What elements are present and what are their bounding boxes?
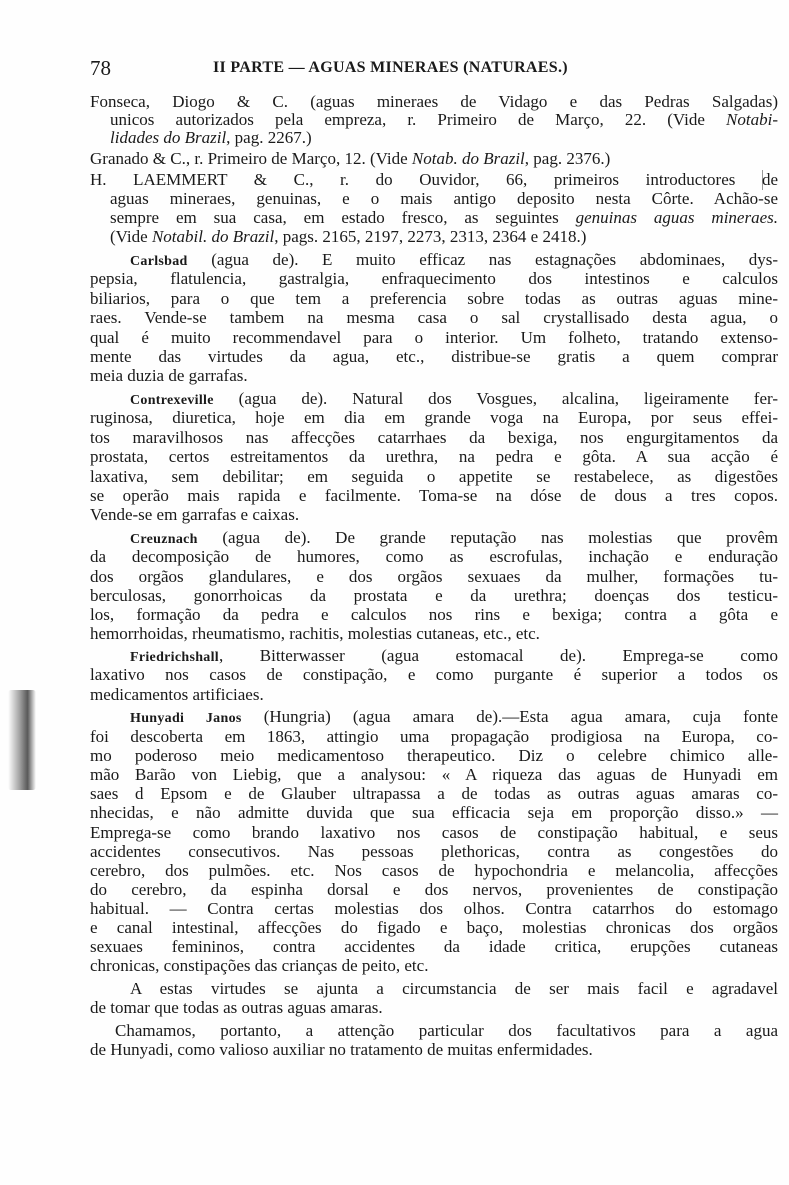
text-run: hemorrhoidas, rheumatismo, rachitis, molestias cutaneas, etc., etc. [90,624,540,643]
page-number: 78 [90,56,111,80]
text-line [90,665,778,684]
text-run: berculosas, gonorrhoicas da prostata e da urethra; doenças dos testicu- [90,586,778,605]
text-run: de tomar que todas as outras aguas amaras. [90,998,383,1017]
text-line [130,646,778,665]
text-run: tos maravilhosos nas affecções catarrhaes da bexiga, nos engurgitamentos da [90,428,778,447]
text-run: aguas mineraes, genuinas, e o mais antigo deposito nesta Côrte. Achão-se [110,189,778,208]
text-line [90,170,778,189]
text-line [90,685,778,704]
text-line [90,467,778,486]
text-line [90,918,778,937]
text-line [90,289,778,308]
text-run: prostata, certos estreitamentos da urethra, na pedra e gôta. A sua acção é [90,447,778,466]
text-line [90,366,778,385]
text-line [90,328,778,347]
text-run: meia duzia de garrafas. [90,366,248,385]
text-run: , pags. 2165, 2197, 2273, 2313, 2364 e 2418.) [274,227,587,246]
text-run: H. LAEMMERT & C., r. do Ouvidor, 66, primeiros introductores de [90,170,778,189]
italic-reference: Notabi- [726,110,778,129]
text-run: Emprega-se como brando laxativo nos casos de constipação habitual, e seus [90,823,778,842]
italic-reference: lidades do Brazil [110,128,227,147]
text-run: ruginosa, diuretica, hoje em dia em grande voga na Europa, por seus effei- [90,408,778,427]
text-line [90,567,778,586]
text-run: saes d Epsom e de Glauber ultrapassa a de todas as outras aguas amaras co- [90,784,778,803]
text-run: se operão mais rapida e facilmente. Toma-se na dóse de dous a tres copos. [90,486,778,505]
text-run: foi descoberta em 1863, attingio uma propagação prodigiosa na Europa, co- [90,727,778,746]
text-line [115,1021,778,1040]
text-run: unicos autorizados pela empreza, r. Primeiro de Março, 22. (Vide [110,110,727,129]
text-run: los, formação da pedra e calculos nos rins e bexiga; contra a gôta e [90,605,778,624]
text-run: chronicas, constipações das crianças de peito, etc. [90,956,429,975]
text-line [90,408,778,427]
text-line [90,486,778,505]
text-line [90,347,778,366]
text-run: e canal intestinal, affecções do figado e baço, molestias chronicas dos orgãos [90,918,778,937]
text-run: laxativa, sem debilitar; em seguida o appetite se restabelece, as digestões [90,467,778,486]
entry-name: Friedrichshall [130,650,219,665]
text-run: mente das virtudes da agua, etc., distribue-se gratis a quem comprar [90,347,778,366]
text-line [110,189,778,208]
text-run: mo poderoso meio medicamentoso therapeutico. Diz o celebre chimico alle- [90,746,778,765]
text-run: accidentes consecutivos. Nas pessoas plethoricas, contra as congestões do [90,842,778,861]
text-line [90,956,778,975]
text-line [90,746,778,765]
text-line [90,998,778,1017]
text-line [90,586,778,605]
text-run: A estas virtudes se ajunta a circumstancia de ser mais facil e agradavel [130,979,778,998]
text-line [90,861,778,880]
text-line [130,707,778,726]
text-line [90,803,778,822]
text-run: pepsia, flatulencia, gastralgia, enfraquecimento dos intestinos e calculos [90,269,778,288]
text-line [90,937,778,956]
text-run: , pag. 2267.) [226,128,312,147]
text-line [90,624,778,643]
italic-reference: Notabil. do Brazil [151,227,275,246]
entry-name: Hunyadi Janos [130,711,242,726]
text-line [90,765,778,784]
text-run: do cerebro, da espinha dorsal e dos nervos, provenientes de constipação [90,880,778,899]
entry-name: Carlsbad [130,254,188,269]
text-run: medicamentos artificiaes. [90,685,264,704]
text-line [90,547,778,566]
text-run: mão Barão von Liebig, que a analysou: « A riqueza das aguas de Hunyadi em [90,765,778,784]
text-line [90,727,778,746]
text-run: nhecidas, e não admitte duvida que sua efficacia seja em proporção disso.» — [90,803,778,822]
text-line [90,92,778,111]
text-line [90,842,778,861]
text-line [130,528,778,547]
text-run: Fonseca, Diogo & C. (aguas mineraes de Vidago e das Pedras Salgadas) [90,92,778,111]
text-run: , Bitterwasser (agua estomacal de). Emprega-se como [218,646,778,665]
text-run: biliarios, para o que tem a preferencia sobre todas as outras aguas mine- [90,289,778,308]
text-run: habitual. — Contra certas molestias dos olhos. Contra catarrhos do estomago [90,899,778,918]
text-run: Chamamos, portanto, a attenção particular dos facultativos para a agua [115,1021,778,1040]
text-line [90,269,778,288]
text-line [90,428,778,447]
text-run: raes. Vende-se tambem na mesma casa o sal crystallisado desta agua, o [90,308,778,327]
text-line [90,149,778,168]
text-run: (Vide [110,227,152,246]
italic-reference: Notab. do Brazil [411,149,525,168]
text-run: (agua de). Natural dos Vosgues, alcalina, ligeiramente fer- [213,389,778,408]
text-line [130,389,778,408]
text-run: qual é muito recommendavel para o interior. Um folheto, tratando extenso- [90,328,778,347]
text-run: Granado & C., r. Primeiro de Março, 12. (Vide [90,149,412,168]
text-line [90,505,778,524]
text-line [130,250,778,269]
text-run: laxativo nos casos de constipação, e como purgante é superior a todos os [90,665,778,684]
italic-reference: genuinas aguas mineraes. [575,208,778,227]
text-line [90,1040,778,1059]
text-run: sempre em sua casa, em estado fresco, as seguintes [110,208,576,227]
text-line [90,899,778,918]
text-line [110,227,778,246]
text-run: (agua de). De grande reputação nas molestias que provêm [197,528,778,547]
entry-name: Creuznach [130,532,198,547]
text-line [90,880,778,899]
text-run: dos orgãos glandulares, e dos orgãos sexuaes da mulher, formações tu- [90,567,778,586]
text-line [110,208,778,227]
running-title: II PARTE — AGUAS MINERAES (NATURAES.) [213,59,568,76]
text-line [90,823,778,842]
text-line [110,110,778,129]
text-run: Vende-se em garrafas e caixas. [90,505,300,524]
text-run: (Hungria) (agua amara de).—Esta agua amara, cuja fonte [241,707,778,726]
text-run: cerebro, dos pulmões. etc. Nos casos de hypochondria e melancolia, affecções [90,861,778,880]
entry-name: Contrexeville [130,393,214,408]
text-line [130,979,778,998]
text-line [110,128,778,147]
text-run: (agua de). E muito efficaz nas estagnações abdominaes, dys- [187,250,778,269]
text-run: da decomposição de humores, como as escrofulas, inchação e enduração [90,547,778,566]
text-run: sexuaes femininos, contra accidentes da idade critica, erupções cutaneas [90,937,778,956]
text-line [90,784,778,803]
text-run: , pag. 2376.) [524,149,611,168]
text-line [90,308,778,327]
binding-shadow [8,690,36,790]
text-run: de Hunyadi, como valioso auxiliar no tratamento de muitas enfermidades. [90,1040,593,1059]
text-line [90,447,778,466]
text-line [90,605,778,624]
